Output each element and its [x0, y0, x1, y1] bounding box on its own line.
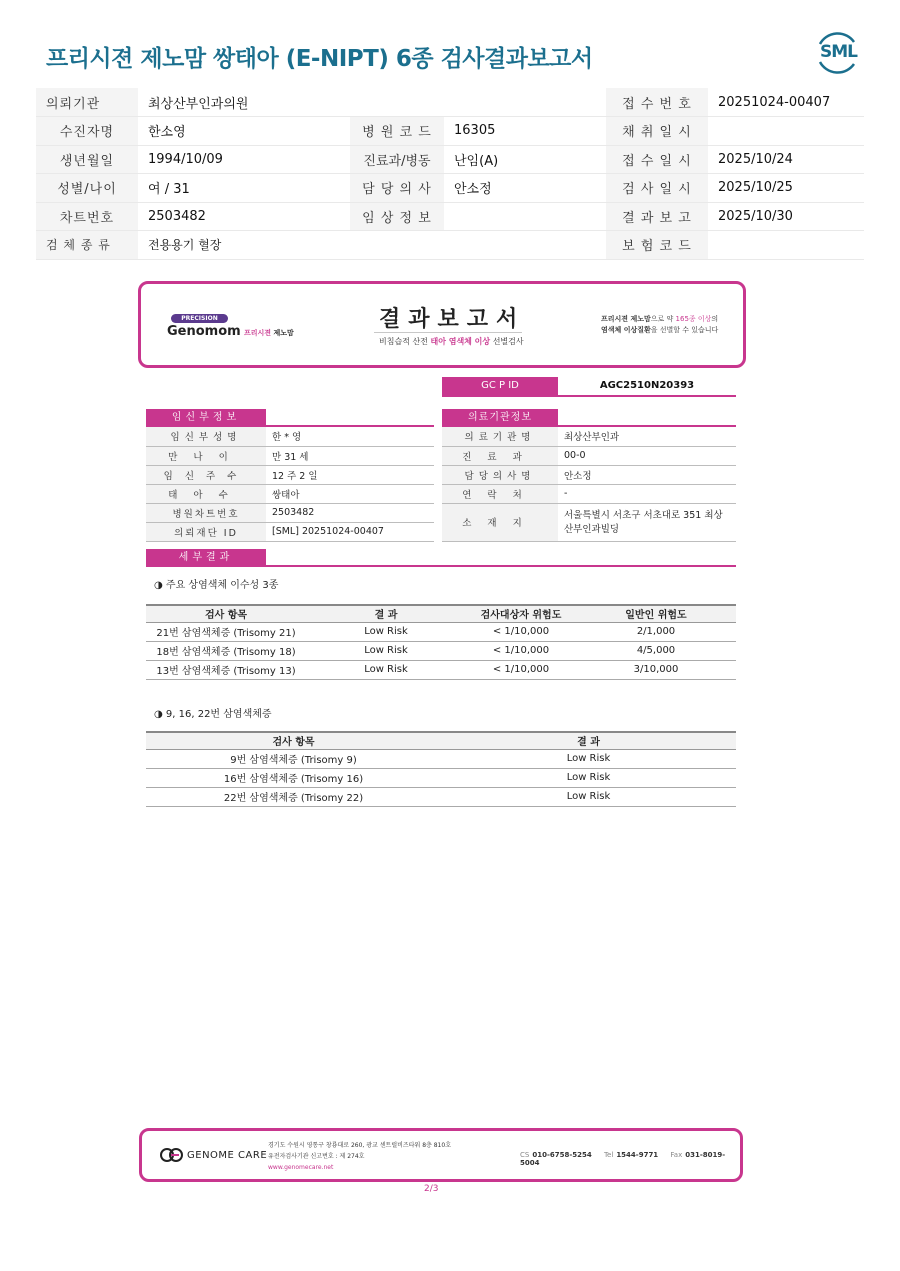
field-value: 2025/10/30: [708, 202, 864, 231]
table-cell: Low Risk: [306, 622, 466, 641]
section-pregnant-info: 임신부정보: [146, 409, 266, 426]
results-table-major: [146, 604, 736, 680]
field-label: 진료과/병동: [350, 145, 444, 174]
table-cell: Low Risk: [306, 641, 466, 660]
table-cell: 3/10,000: [576, 660, 736, 679]
tagline-text: 의: [711, 315, 719, 323]
field-label: 진료과: [442, 446, 558, 465]
table-cell: 4/5,000: [576, 641, 736, 660]
table-header: [146, 732, 736, 749]
section-detail-results: 세부결과: [146, 549, 266, 566]
divider: [442, 395, 736, 397]
field-label: 담 당 의 사: [350, 174, 444, 203]
field-label: 검 체 종 류: [36, 231, 138, 260]
field-label: 의료기관명: [442, 427, 558, 446]
field-label: 병 원 코 드: [350, 117, 444, 146]
banner-tagline: [601, 314, 718, 336]
results-table-additional: [146, 731, 736, 807]
table-cell: 13번 삼염색체증 (Trisomy 13): [146, 660, 306, 679]
field-value: 난임(A): [444, 145, 606, 174]
table-row: [146, 465, 434, 484]
field-value: [SML] 20251024-00407: [266, 522, 434, 541]
fax-number: 031-8019-5004: [520, 1151, 726, 1167]
sml-logo: [812, 30, 862, 76]
column-header: 결 과: [441, 732, 736, 749]
field-label: 의뢰기관: [36, 88, 138, 117]
field-value: 20251024-00407: [708, 88, 864, 117]
table-row: [146, 503, 434, 522]
group-title: ◑ 9, 16, 22번 삼염색체증: [154, 709, 272, 720]
table-cell: Low Risk: [441, 787, 736, 806]
table-row: [146, 622, 736, 641]
tel-number: 1544-9771: [616, 1151, 659, 1159]
pregnant-info-table: [146, 427, 434, 542]
company-address: [268, 1140, 451, 1173]
table-row: [146, 641, 736, 660]
field-label: 의뢰재단 ID: [146, 522, 266, 541]
cs-label: CS: [520, 1151, 530, 1159]
sml-logo-text: SML: [820, 42, 857, 62]
patient-summary-table: [36, 88, 864, 260]
address-line: 경기도 수원시 영통구 창룡대로 260, 광교 센트럴비즈타워 8층 810호: [268, 1142, 451, 1149]
field-label: 차트번호: [36, 202, 138, 231]
field-value: 2025/10/25: [708, 174, 864, 203]
field-value: 전용용기 혈장: [138, 231, 606, 260]
tagline-bold: 염색체 이상질환: [601, 326, 651, 334]
divider: [374, 332, 522, 333]
tagline-bold: 프리시젼 제노맘: [601, 315, 651, 323]
column-header: 검사 항목: [146, 605, 306, 622]
field-label: 담당의사명: [442, 465, 558, 484]
subtitle-pre: 비침습적 산전: [379, 337, 428, 346]
field-label: 수진자명: [36, 117, 138, 146]
table-cell: 2/1,000: [576, 622, 736, 641]
field-label: 병원차트번호: [146, 503, 266, 522]
field-value: [708, 231, 864, 260]
section-institution-info: 의료기관정보: [442, 409, 558, 426]
field-label: 임신부성명: [146, 427, 266, 446]
genomom-logo: Genomom: [167, 324, 241, 339]
genomom-sub: [244, 328, 294, 338]
table-cell: Low Risk: [306, 660, 466, 679]
field-value: 안소정: [444, 174, 606, 203]
field-value: 00-0: [558, 446, 736, 465]
table-cell: < 1/10,000: [466, 660, 576, 679]
field-label: 연락처: [442, 484, 558, 503]
field-value: 최상산부인과: [558, 427, 736, 446]
field-value: 한소영: [138, 117, 350, 146]
brand-sub-pink: 프리시젼: [244, 329, 272, 337]
table-row: [36, 174, 864, 203]
field-label: 접 수 번 호: [606, 88, 708, 117]
tagline-text: 으로 약: [650, 315, 674, 323]
page-title: 프리시젼 제노맘 쌍태아 (E-NIPT) 6종 검사결과보고서: [46, 46, 593, 72]
field-label: 보 험 코 드: [606, 231, 708, 260]
field-value: 한 * 영: [266, 427, 434, 446]
field-value: 2025/10/24: [708, 145, 864, 174]
gcp-id-label: GC P ID: [442, 377, 558, 395]
table-row: [36, 88, 864, 117]
report-subtitle: [379, 336, 524, 347]
table-row: [36, 117, 864, 146]
field-value: 최상산부인과의원: [138, 88, 606, 117]
field-value: 16305: [444, 117, 606, 146]
column-header: 검사 항목: [146, 732, 441, 749]
institution-info-table: [442, 427, 736, 542]
gcp-id-value: AGC2510N20393: [599, 380, 695, 391]
table-cell: 21번 삼염색체증 (Trisomy 21): [146, 622, 306, 641]
table-row: [146, 660, 736, 679]
table-row: [146, 522, 434, 541]
field-value: 쌍태아: [266, 484, 434, 503]
table-row: [36, 145, 864, 174]
table-header: [146, 605, 736, 622]
table-row: [36, 202, 864, 231]
field-value: 서울특별시 서초구 서초대로 351 최상산부인과빌딩: [558, 503, 736, 541]
fax-label: Fax: [670, 1151, 683, 1159]
genome-care-logo-icon: [160, 1147, 184, 1163]
field-label: 임신주수: [146, 465, 266, 484]
field-value: 2503482: [266, 503, 434, 522]
field-value: 2503482: [138, 202, 350, 231]
tagline-pink: 165종 이상: [675, 315, 712, 323]
table-row: [146, 446, 434, 465]
field-label: 소재지: [442, 503, 558, 541]
field-label: 태아수: [146, 484, 266, 503]
field-value: 12 주 2 일: [266, 465, 434, 484]
field-value: 1994/10/09: [138, 145, 350, 174]
tagline-text: 을 선별할 수 있습니다: [650, 326, 719, 334]
field-label: 성별/나이: [36, 174, 138, 203]
field-label: 만나이: [146, 446, 266, 465]
table-row: [146, 484, 434, 503]
field-label: 생년월일: [36, 145, 138, 174]
divider: [146, 565, 736, 567]
field-label: 결 과 보 고: [606, 202, 708, 231]
registration-line: 유전자검사기관 신고번호 : 제 274호: [268, 1153, 365, 1160]
report-banner: [138, 281, 746, 368]
column-header: 결 과: [306, 605, 466, 622]
table-row: [146, 787, 736, 806]
subtitle-pink: 태아 염색체 이상: [430, 337, 491, 346]
company-contacts: [520, 1151, 740, 1167]
table-cell: 9번 삼염색체증 (Trisomy 9): [146, 749, 441, 768]
table-cell: 22번 삼염색체증 (Trisomy 22): [146, 787, 441, 806]
table-row: [442, 484, 736, 503]
field-label: 임 상 정 보: [350, 202, 444, 231]
column-header: 검사대상자 위험도: [466, 605, 576, 622]
column-header: 일반인 위험도: [576, 605, 736, 622]
page-number: 2/3: [424, 1184, 439, 1194]
field-value: [444, 202, 606, 231]
company-name: GENOME CARE: [187, 1150, 268, 1161]
table-row: [36, 231, 864, 260]
field-value: 여 / 31: [138, 174, 350, 203]
company-footer: [139, 1128, 743, 1182]
cs-number: 010-6758-5254: [532, 1151, 592, 1159]
field-label: 접 수 일 시: [606, 145, 708, 174]
report-title: 결과보고서: [379, 307, 526, 332]
field-value: 안소정: [558, 465, 736, 484]
brand-sub: 제노맘: [273, 329, 294, 337]
field-value: [708, 117, 864, 146]
table-cell: < 1/10,000: [466, 641, 576, 660]
field-label: 채 취 일 시: [606, 117, 708, 146]
field-label: 검 사 일 시: [606, 174, 708, 203]
subtitle-post: 선별검사: [492, 337, 524, 346]
table-cell: < 1/10,000: [466, 622, 576, 641]
table-cell: 16번 삼염색체증 (Trisomy 16): [146, 768, 441, 787]
precision-pill: PRECISION: [171, 314, 228, 323]
website-link[interactable]: www.genomecare.net: [268, 1164, 334, 1171]
table-row: [146, 749, 736, 768]
table-cell: Low Risk: [441, 768, 736, 787]
table-row: [442, 503, 736, 541]
table-cell: 18번 삼염색체증 (Trisomy 18): [146, 641, 306, 660]
table-row: [442, 427, 736, 446]
tel-label: Tel: [603, 1151, 614, 1159]
table-row: [146, 427, 434, 446]
field-value: 만 31 세: [266, 446, 434, 465]
table-row: [442, 446, 736, 465]
table-row: [442, 465, 736, 484]
table-cell: Low Risk: [441, 749, 736, 768]
group-title: ◑ 주요 상염색체 이수성 3종: [154, 580, 279, 591]
table-row: [146, 768, 736, 787]
field-value: -: [558, 484, 736, 503]
